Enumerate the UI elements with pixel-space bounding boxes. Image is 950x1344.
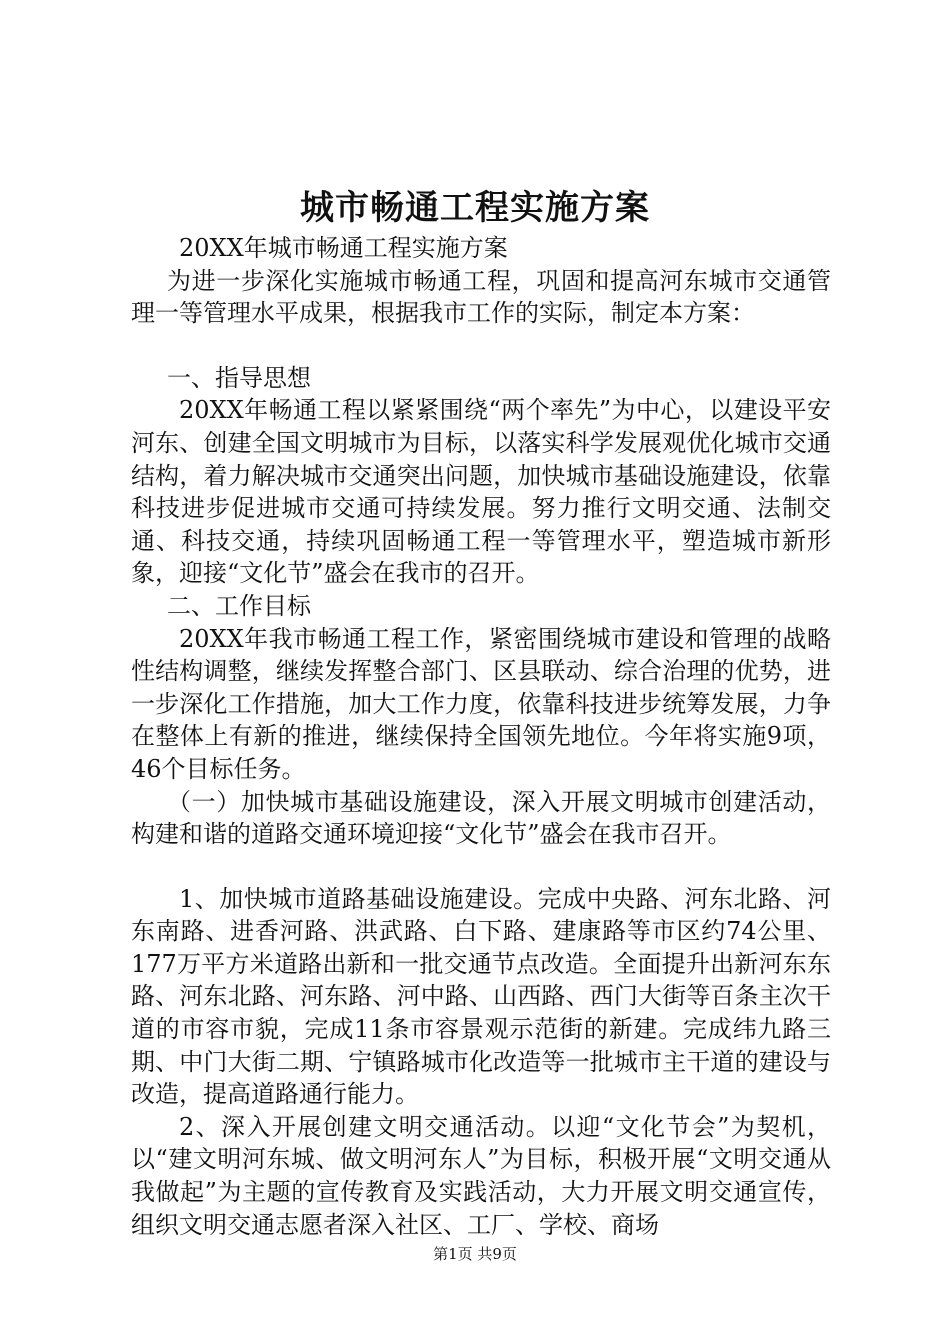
section-heading-guiding-ideas: 一、指导思想 — [167, 363, 311, 392]
document-body — [131, 232, 831, 1241]
page-number-footer: 第1页 共9页 — [433, 1245, 517, 1263]
page-title: 城市畅通工程实施方案 — [300, 188, 650, 228]
item-paragraph-1: 1、加快城市道路基础设施建设。完成中央路、河东北路、河东南路、进香河路、洪武路、白下路、建康路等市区约74公里、177万平方米道路出新和一批交通节点改造。全面提升出新河东东路、河东北路、河东路、河中路、山西路、西门大街等百条主次干道的市容市貌，完成11条市容景观示范街的新建。完成纬九路三期、中门大街二期、宁镇路城市化改造等一批城市主干道的建设与改造，提高道路通行能力。 — [131, 884, 831, 1109]
guiding-ideas-paragraph: 20XX年畅通工程以紧紧围绕“两个率先”为中心，以建设平安河东、创建全国文明城市为目标，以落实科学发展观优化城市交通结构，着力解决城市交通突出问题，加快城市基础设施建设，依靠科技进步促进城市交通可持续发展。努力推行文明交通、法制交通、科技交通，持续巩固畅通工程一等管理水平，塑造城市新形象，迎接“文化节”盛会在我市的召开。 — [131, 396, 831, 588]
intro-paragraph: 为进一步深化实施城市畅通工程，巩固和提高河东城市交通管理一等管理水平成果，根据我市工作的实际，制定本方案： — [131, 266, 831, 328]
section-heading-work-goals: 二、工作目标 — [167, 591, 311, 620]
work-goals-paragraph: 20XX年我市畅通工程工作，紧密围绕城市建设和管理的战略性结构调整，继续发挥整合部门、区县联动、综合治理的优势，进一步深化工作措施，加大工作力度，依靠科技进步统筹发展，力争在整体上有新的推进，继续保持全国领先地位。今年将实施9项，46个目标任务。 — [131, 624, 831, 783]
item-paragraph-2: 2、深入开展创建文明交通活动。以迎“文化节会”为契机，以“建文明河东城、做文明河东人”为目标，积极开展“文明交通从我做起”为主题的宣传教育及实践活动，大力开展文明交通宣传，组织文明交通志愿者深入社区、工厂、学校、商场 — [131, 1112, 831, 1239]
paragraph-gap — [131, 330, 831, 362]
subsection-heading-1: （一）加快城市基础设施建设，深入开展文明城市创建活动，构建和谐的道路交通环境迎接“文化节”盛会在我市召开。 — [131, 787, 831, 849]
subtitle-paragraph: 20XX年城市畅通工程实施方案 — [179, 234, 508, 262]
paragraph-gap — [131, 851, 831, 883]
